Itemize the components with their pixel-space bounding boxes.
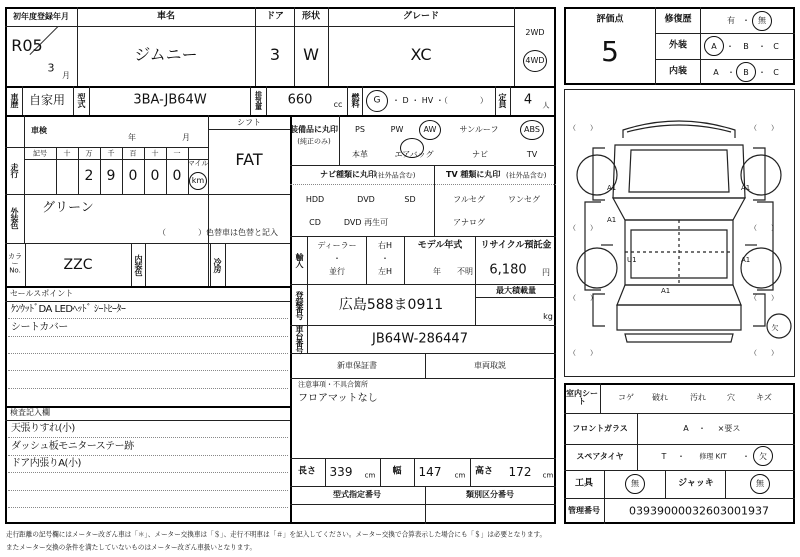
divider [475, 297, 556, 298]
divider [290, 325, 556, 326]
inspection-notes-label: 検査記入欄 [10, 408, 50, 417]
divider [328, 7, 329, 86]
interior-color-label: 内装色 [134, 254, 143, 276]
usage-label: 車歴 [10, 93, 19, 107]
divider [339, 115, 340, 165]
divider [425, 353, 426, 378]
car-name-label: 車名 [156, 11, 176, 22]
equip-airbag: エアバッグ [394, 150, 434, 159]
reg-no-value: 広島588ま0911 [338, 297, 444, 313]
handle-left: 左H [377, 267, 393, 276]
repair-yes: 有 [727, 16, 735, 25]
spare-t: T [661, 452, 667, 461]
mileage-unit-ichi: 一 [173, 149, 181, 158]
tools-none: 無 [631, 479, 639, 488]
mileage-unit-man: 万 [85, 149, 93, 158]
divider [290, 115, 292, 524]
divider [131, 243, 132, 286]
circle-mark [520, 120, 544, 140]
import-parallel: 並行 [329, 267, 345, 276]
divider [188, 147, 189, 194]
dotted-line [290, 184, 556, 185]
score-value: 5 [601, 35, 619, 68]
sales-point-line: シートカバー [11, 322, 68, 333]
divider [564, 413, 795, 414]
mgmt-value: 03939000032603001937 [629, 504, 769, 518]
inspection-note-line: 天張りすれ(小) [11, 423, 75, 434]
interior-c: C [773, 68, 779, 77]
divider [208, 129, 290, 130]
dotted-line [8, 437, 288, 438]
warranty-label: 新車保証書 [337, 361, 377, 370]
divider [604, 470, 605, 524]
navi-type-label: ナビ種類に丸印 [320, 170, 376, 179]
model-year-label: モデル年式 [417, 240, 463, 251]
navi-opt: DVD [357, 195, 375, 204]
shape-value: W [303, 45, 319, 64]
damage-mark: U1 [627, 256, 637, 264]
divider [294, 7, 295, 86]
import-dot: ・ [333, 254, 341, 263]
tv-type-label: TV 種類に丸印 [446, 170, 501, 179]
category-number-label: 類別区分番号 [466, 490, 514, 499]
dotted-line [8, 336, 288, 337]
interior-dot: ・ [758, 68, 766, 77]
divider [122, 147, 123, 194]
model-year-unit: 年 [433, 267, 441, 276]
mileage-km: km [191, 176, 205, 185]
divider [290, 236, 556, 237]
divider [5, 286, 290, 288]
bracket-text: （ ） [569, 224, 597, 232]
displacement-label: 排気量 [254, 91, 263, 109]
exterior-color-note: （ ）色替車は色替と記入 [158, 228, 278, 237]
grade-label: グレード [402, 11, 440, 22]
tools-label: 工具 [574, 478, 594, 489]
model-value: 3BA-JB64W [133, 92, 207, 108]
bracket-text: （ ） [569, 124, 597, 132]
equipment-sub: (純正のみ) [297, 137, 331, 146]
divider [225, 243, 226, 286]
shift-value: FAT [235, 150, 263, 169]
inspection-note-line: ダッシュ板モニターステー跡 [11, 441, 134, 452]
usage-value: 自家用 [28, 93, 66, 107]
divider [290, 458, 556, 459]
interior-a: A [713, 68, 719, 77]
equip-ps: PS [355, 125, 365, 134]
divider [5, 194, 290, 195]
divider [404, 236, 405, 284]
spare-none: 欠 [759, 452, 767, 461]
divider [564, 470, 795, 471]
divider [425, 486, 426, 524]
mileage-digit: 0 [172, 168, 182, 184]
notes-value: フロアマットなし [298, 393, 378, 404]
circle-mark [189, 172, 207, 190]
damage-mark: A1 [661, 287, 671, 295]
equip-abs: ABS [524, 125, 540, 134]
tv-opt: アナログ [453, 218, 485, 227]
divider [73, 86, 74, 115]
divider [5, 147, 208, 148]
capacity-value: 4 [523, 92, 533, 108]
bracket-text: （ ） [569, 294, 597, 302]
spare-tire-label: スペアタイヤ [576, 452, 624, 461]
room-sheet-opt: 汚れ [690, 393, 706, 402]
equipment-label: 装備品に丸印 [290, 125, 338, 134]
exterior-dot: ・ [726, 42, 734, 51]
tv-opt: フルセグ [453, 195, 485, 204]
month-unit: 月 [62, 71, 70, 80]
divider [600, 383, 601, 413]
dotted-line [8, 490, 288, 491]
exterior-color-value: グリーン [42, 200, 94, 216]
length-unit: cm [364, 471, 376, 480]
divider [5, 420, 290, 421]
divider [700, 7, 701, 85]
room-sheet-label: 室内シート [566, 389, 598, 406]
room-sheet-opt: 破れ [652, 393, 668, 402]
windshield-sep: ・ [698, 424, 706, 433]
length-label: 長さ [297, 466, 317, 477]
divider [366, 236, 367, 284]
inspection-label: 車検 [31, 126, 47, 135]
interior-label: 内装 [668, 66, 688, 77]
height-label: 高さ [474, 466, 494, 477]
divider [725, 470, 726, 498]
equip-navi: ナビ [472, 150, 488, 159]
mileage-label: 走行 [10, 163, 19, 177]
divider [5, 243, 290, 244]
windshield-label: フロントガラス [572, 424, 628, 433]
windshield-a: A [683, 424, 689, 433]
navi-opt: SD [404, 195, 416, 204]
tv-opt: ワンセグ [508, 195, 540, 204]
drive-4wd: 4WD [525, 56, 545, 65]
shape-label: 形状 [301, 11, 321, 22]
color-no-value: ZZC [63, 257, 93, 273]
mileage-unit-hyaku: 百 [129, 149, 137, 158]
damage-mark: A1 [607, 216, 617, 224]
door-value: 3 [269, 45, 281, 64]
divider [290, 284, 556, 285]
sales-point-label: セールスポイント [10, 289, 74, 298]
width-label: 幅 [392, 466, 402, 477]
divider [665, 470, 666, 498]
divider [78, 147, 79, 194]
divider [514, 7, 515, 86]
equip-pw: PW [390, 125, 404, 134]
equip-tv: TV [526, 150, 538, 159]
divider [25, 243, 26, 286]
first-reg-month: 3 [47, 61, 55, 75]
divider [637, 413, 638, 470]
circle-mark [736, 62, 756, 82]
exterior-color-label: 外装色 [10, 207, 19, 229]
dotted-line [8, 472, 288, 473]
height-unit: cm [542, 471, 554, 480]
manual-label: 車両取説 [474, 361, 506, 370]
import-dealer: ディーラー [317, 241, 357, 250]
divider [145, 243, 146, 286]
dotted-line [8, 388, 288, 389]
circle-mark [523, 50, 547, 72]
divider [655, 7, 656, 85]
model-year-unknown: 不明 [457, 267, 473, 276]
mileage-digit: 0 [128, 168, 138, 184]
mileage-record-label: 記号 [33, 149, 47, 158]
spare-kit: 修理 KIT [699, 452, 727, 461]
divider [100, 147, 101, 194]
exterior-c: C [773, 42, 779, 51]
displacement-value: 660 [287, 92, 313, 108]
dotted-line [8, 455, 288, 456]
divider [414, 458, 415, 486]
divider [266, 86, 267, 115]
windshield-x: ×要ス [717, 424, 741, 433]
divider [5, 86, 556, 88]
divider [24, 115, 25, 194]
divider [380, 458, 381, 486]
divider [325, 458, 326, 486]
footer-note-1: 走行距離の記号欄にはメーター改ざん車は「＊」、メーター交換車は「＄」、走行不明車は「＃」を記入してください。メーター交換で合算表示した場合にも「＄」は必要となります。 [6, 530, 547, 539]
car-diagram [565, 90, 794, 376]
divider [290, 165, 556, 166]
fuel-gas: G [373, 95, 381, 106]
equip-leather: 本革 [352, 150, 368, 159]
navi-opt: DVD 再生可 [343, 218, 389, 227]
divider [166, 147, 167, 194]
divider [255, 7, 256, 86]
sales-point-line: ｹﾝｳｯﾄﾞDA LEDﾍｯﾄﾞ ｼｰﾄﾋｰﾀｰ [11, 304, 126, 315]
equip-sunroof: サンルーフ [459, 125, 499, 134]
jack-label: ジャッキ [678, 478, 714, 489]
max-load-label: 最大積載量 [496, 286, 536, 295]
mgmt-label: 管理番号 [568, 506, 600, 515]
bracket-text: （ ） [750, 124, 778, 132]
interior-b: B [743, 68, 749, 77]
model-label: 型式 [77, 93, 86, 107]
grade-value: XC [410, 45, 432, 64]
inspection-year: 年 [128, 133, 136, 142]
handle-right: 右H [377, 241, 393, 250]
divider [77, 7, 78, 86]
recycle-unit: 円 [542, 268, 550, 277]
circle-mark [400, 138, 424, 158]
exterior-b: B [743, 42, 749, 51]
navi-opt: HDD [305, 195, 325, 204]
divider [5, 301, 290, 302]
bracket-text: （ ） [750, 294, 778, 302]
divider [24, 159, 208, 160]
divider [290, 486, 556, 487]
shift-label: シフト [237, 118, 261, 127]
inspection-month: 月 [182, 133, 190, 142]
color-no-label: カラーNo. [8, 252, 22, 275]
drive-2wd: 2WD [525, 28, 545, 37]
divider [347, 86, 348, 115]
room-sheet-opt: コゲ [618, 393, 634, 402]
circle-mark [625, 474, 645, 494]
chassis-label: 車台番号 [295, 325, 304, 353]
score-label: 評価点 [596, 14, 624, 25]
length-value: 339 [329, 465, 353, 479]
bracket-text: （ ） [750, 349, 778, 357]
divider [470, 458, 471, 486]
recycle-label: リサイクル預託金 [480, 240, 552, 251]
divider [475, 236, 476, 325]
equip-aw: AW [423, 125, 437, 134]
circle-mark [752, 11, 772, 31]
divider [56, 147, 57, 194]
ac-label: 冷房 [213, 258, 222, 272]
divider [495, 86, 496, 115]
room-sheet-opt: 穴 [727, 393, 735, 402]
divider [24, 194, 25, 243]
damage-mark: A1 [741, 184, 751, 192]
door-label: ドア [266, 11, 284, 22]
fuel-label: 燃料 [351, 93, 360, 107]
circle-mark [419, 120, 441, 140]
exterior-a: A [711, 42, 717, 51]
divider [655, 59, 795, 60]
mileage-digit: 2 [84, 168, 94, 184]
exterior-dot: ・ [758, 42, 766, 51]
navi-type-sub: (社外品含む) [375, 171, 416, 180]
import-label: 輸入 [295, 253, 304, 267]
damage-mark: 欠 [771, 324, 779, 332]
divider [22, 86, 23, 115]
divider [307, 284, 308, 353]
divider [250, 86, 251, 115]
dotted-line [8, 353, 288, 354]
circle-mark [366, 90, 388, 112]
first-reg-year: R05 [11, 36, 43, 55]
width-value: 147 [418, 465, 442, 479]
room-sheet-opt: キズ [756, 393, 772, 402]
handle-dot: ・ [381, 254, 389, 263]
mileage-digit: 0 [150, 168, 160, 184]
divider [655, 33, 795, 34]
circle-mark [750, 474, 770, 494]
mileage-unit-sen: 千 [107, 149, 115, 158]
repair-none: 無 [758, 16, 766, 25]
height-value: 172 [508, 465, 532, 479]
displacement-unit: cc [333, 100, 343, 109]
divider [5, 26, 514, 27]
dotted-line [8, 318, 288, 319]
dotted-line [8, 370, 288, 371]
divider [434, 165, 435, 236]
width-unit: cm [454, 471, 466, 480]
mileage-digit: 9 [106, 168, 116, 184]
recycle-value: 6,180 [489, 262, 527, 278]
divider [144, 147, 145, 194]
divider [290, 353, 556, 354]
circle-mark [704, 36, 724, 56]
max-load-unit: kg [543, 312, 553, 321]
divider [510, 86, 511, 115]
inspection-note-line: ドア内張りA(小) [11, 458, 81, 469]
bracket-text: （ ） [569, 349, 597, 357]
capacity-label: 定員 [498, 93, 507, 107]
divider [210, 243, 211, 286]
footer-note-2: またメーター交換の条件を満たしていないものはメーター改ざん車扱いとなります。 [6, 543, 257, 552]
repair-dot: ・ [742, 16, 750, 25]
reg-no-label: 登録番号 [295, 291, 304, 319]
capacity-unit: 人 [542, 101, 550, 110]
tv-type-sub: (社外品含む) [506, 171, 547, 180]
spare-sep: ・ [677, 452, 685, 461]
circle-mark [753, 446, 773, 466]
type-designation-label: 型式指定番号 [333, 490, 381, 499]
dotted-line [8, 507, 288, 508]
divider [564, 444, 795, 445]
chassis-value: JB64W-286447 [372, 331, 468, 347]
bracket-text: （ ） [750, 224, 778, 232]
mileage-unit-10man: 十 [63, 149, 71, 158]
divider [208, 115, 209, 286]
divider [290, 504, 556, 505]
mileage-unit-juu: 十 [151, 149, 159, 158]
fuel-other: ・ D ・ HV ・（ ） [392, 96, 488, 105]
divider [564, 498, 795, 499]
notes-label: 注意事項・不具合箇所 [298, 380, 368, 389]
interior-dot: ・ [727, 68, 735, 77]
mileage-mile: マイル [187, 159, 209, 168]
spare-sep: ・ [742, 452, 750, 461]
exterior-label: 外装 [668, 40, 688, 51]
first-reg-label: 初年度登録年月 [13, 12, 69, 21]
divider [89, 86, 90, 115]
divider [307, 236, 308, 284]
car-name-value: ジムニー [134, 45, 198, 64]
navi-opt: CD [309, 218, 321, 227]
damage-mark: A1 [741, 256, 751, 264]
divider [290, 378, 556, 379]
jack-none: 無 [756, 479, 764, 488]
divider [5, 115, 556, 117]
repair-label: 修復歴 [664, 14, 692, 25]
damage-mark: A1 [607, 184, 617, 192]
divider [362, 86, 363, 115]
